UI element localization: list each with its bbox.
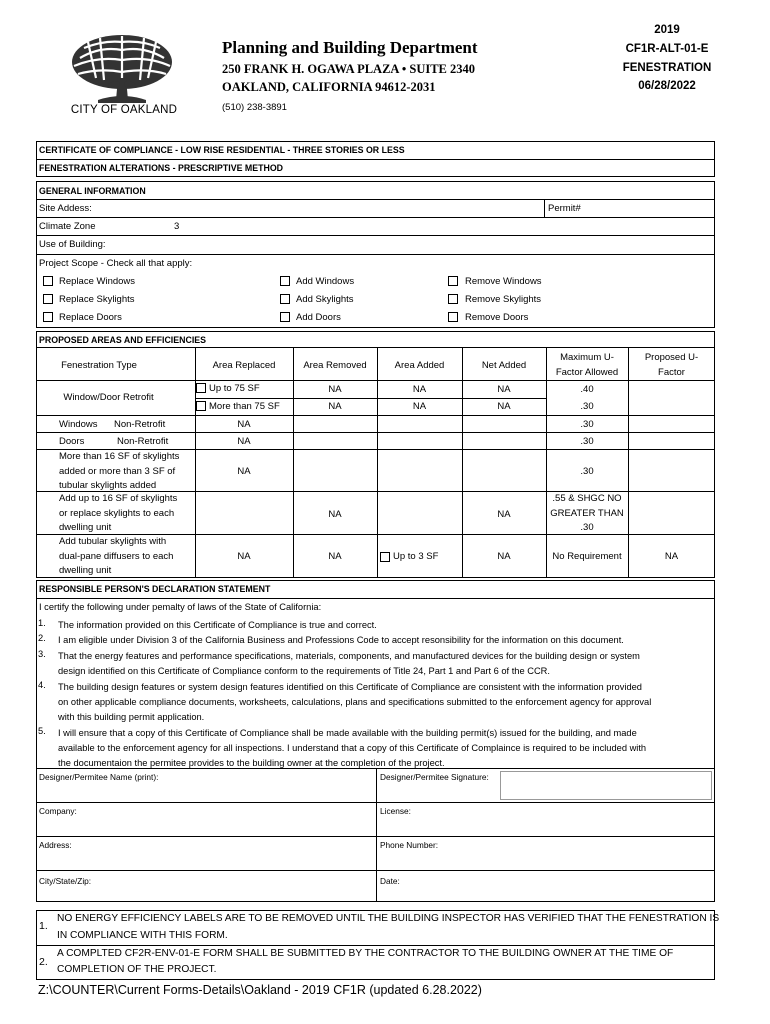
label-remove-windows: Remove Windows (465, 276, 542, 287)
oak-tree-icon (60, 28, 185, 108)
checkbox-up-to-75sf[interactable] (196, 383, 206, 393)
label-add-doors: Add Doors (296, 312, 341, 323)
use-of-building-label: Use of Building: (39, 239, 106, 250)
row6-removed: NA (328, 551, 342, 562)
row-doors-subtype: Non-Retrofit (117, 436, 169, 447)
company-label: Company: (39, 806, 77, 816)
note-2-line-1: A COMPLTED CF2R-ENV-01-E FORM SHALL BE SUBMITTED BY THE CONTRACTOR TO THE BUILDING OWNER AT THE TIME OF (57, 948, 674, 959)
row1b-net: NA (497, 401, 511, 412)
row1b-max-u: .30 (580, 401, 594, 412)
address-field[interactable] (39, 852, 373, 868)
checkbox-replace-windows[interactable] (43, 276, 53, 286)
decl-item-3-line-1: That the energy features and performance specifications, materials, components, and manufactured devices for the building design or system (58, 651, 640, 661)
label-add-skylights: Add Skylights (296, 294, 354, 305)
city-state-zip-field[interactable] (39, 886, 373, 900)
row1a-max-u: .40 (580, 384, 594, 395)
declaration-heading: RESPONSIBLE PERSON'S DECLARATION STATEMENT (39, 584, 271, 594)
row5-type-line-1: Add up to 16 SF of skylights (59, 493, 178, 504)
row-doors-type: Doors (59, 436, 85, 447)
row6-replaced: NA (237, 551, 251, 562)
col-area-replaced: Area Replaced (212, 360, 276, 371)
signature-field[interactable] (500, 771, 712, 800)
label-more-than-75sf: More than 75 SF (209, 401, 280, 412)
checkbox-add-windows[interactable] (280, 276, 290, 286)
designer-name-field[interactable] (39, 784, 373, 800)
note-2-line-2: COMPLETION OF THE PROJECT. (57, 964, 217, 975)
row4-proposed-field[interactable] (630, 451, 714, 489)
climate-zone-label: Climate Zone (39, 221, 96, 232)
form-year: 2019 (654, 24, 680, 36)
address-line-2: OAKLAND, CALIFORNIA 94612-2031 (222, 80, 436, 94)
title-line-2: FENESTRATION ALTERATIONS - PRESCRIPTIVE METHOD (39, 163, 284, 173)
row-windows-type: Windows (59, 419, 98, 430)
row4-max-u: .30 (580, 466, 594, 477)
row6-max-u: No Requirement (552, 551, 622, 562)
label-replace-skylights: Replace Skylights (59, 294, 135, 305)
col-proposed-u-factor-1: Proposed U- (644, 352, 699, 363)
row-windows-subtype: Non-Retrofit (114, 419, 166, 430)
row1b-added: NA (412, 401, 427, 412)
decl-item-4-line-3: with this building permit application. (58, 712, 205, 723)
checkbox-up-to-3sf[interactable] (380, 552, 390, 562)
checkbox-remove-windows[interactable] (448, 276, 458, 286)
decl-num-4: 4. (38, 680, 46, 690)
row4-type-line-3: tubular skylights added (59, 480, 157, 491)
row6-type-line-2: dual-pane diffusers to each (59, 551, 174, 562)
title-line-1: CERTIFICATE OF COMPLIANCE - LOW RISE RESIDENTIAL - THREE STORIES OR LESS (39, 145, 405, 155)
row2-replaced: NA (237, 419, 251, 430)
phone-number: (510) 238-3891 (222, 102, 287, 113)
form-type: FENESTRATION (622, 62, 712, 74)
row1a-added: NA (412, 384, 427, 395)
decl-item-4-line-2: on other applicable compliance documents, worksheets, calculations, plans and specifications submitted to the enforcement agency for approval (58, 697, 652, 708)
climate-zone-value[interactable]: 3 (174, 221, 180, 232)
permit-label: Permit# (548, 203, 581, 214)
permit-field[interactable] (590, 200, 712, 216)
col-area-removed: Area Removed (303, 360, 367, 371)
decl-num-1: 1. (38, 618, 46, 628)
note-2-num: 2. (39, 956, 48, 968)
city-seal-logo (60, 28, 185, 120)
note-1-num: 1. (39, 920, 48, 932)
general-info-heading: GENERAL INFORMATION (39, 186, 146, 196)
row5-type-line-3: dwelling unit (59, 522, 112, 533)
license-label: License: (380, 806, 411, 816)
checkbox-add-doors[interactable] (280, 312, 290, 322)
decl-item-5-line-2: available to the enforcement agency for all inspections. I understand that a copy of this Certificate of Complaince is required to be included with (58, 743, 647, 754)
form-date: 06/28/2022 (638, 80, 696, 92)
col-max-u-factor-2: Factor Allowed (555, 367, 619, 378)
row5-max-u-line-1: .55 & SHGC NO (552, 493, 622, 504)
row1a-removed: NA (328, 384, 342, 395)
row5-type-line-2: or replace skylights to each (59, 508, 175, 519)
row6-type-line-1: Add tubular skylights with (59, 536, 167, 547)
row1b-proposed-field[interactable] (630, 400, 714, 414)
label-add-windows: Add Windows (296, 276, 355, 287)
phone-field[interactable] (380, 852, 712, 868)
checkbox-remove-skylights[interactable] (448, 294, 458, 304)
row1a-proposed-field[interactable] (630, 382, 714, 397)
city-seal-label: CITY OF OAKLAND (70, 104, 178, 116)
note-1-line-2: IN COMPLIANCE WITH THIS FORM. (57, 930, 228, 941)
company-field[interactable] (39, 818, 373, 834)
decl-item-5-line-1: I will ensure that a copy of this Certificate of Compliance shall be made available with the building permit(s) issued for the building, and made (58, 728, 637, 738)
label-up-to-75sf: Up to 75 SF (209, 383, 260, 394)
col-max-u-factor-1: Maximum U- (560, 352, 614, 363)
decl-item-2-line-1: I am eligible under Division 3 of the California Business and Professions Code to accept resonsibility for the information on this document. (58, 635, 624, 645)
decl-item-3 (58, 649, 714, 679)
license-field[interactable] (380, 818, 712, 834)
signature-label: Designer/Permitee Signature: (380, 772, 489, 782)
label-up-to-3sf: Up to 3 SF (393, 551, 439, 562)
row1b-removed: NA (328, 401, 342, 412)
department-title: Planning and Building Department (222, 38, 478, 57)
address-label: Address: (39, 840, 72, 850)
decl-num-5: 5. (38, 726, 46, 736)
decl-num-3: 3. (38, 649, 46, 659)
form-code: CF1R-ALT-01-E (625, 43, 709, 55)
label-replace-doors: Replace Doors (59, 312, 122, 323)
label-remove-doors: Remove Doors (465, 312, 529, 323)
footer-file-path: Z:\COUNTER\Current Forms-Details\Oakland - 2019 CF1R (updated 6.28.2022) (38, 983, 482, 997)
row4-replaced: NA (237, 466, 251, 477)
decl-item-1 (58, 618, 714, 633)
decl-item-2 (58, 633, 714, 648)
row3-max-u: .30 (580, 436, 594, 447)
col-proposed-u-factor-2: Factor (658, 367, 685, 378)
row3-proposed-field[interactable] (630, 434, 714, 448)
city-state-zip-label: City/State/Zip: (39, 876, 92, 886)
col-net-added: Net Added (481, 360, 527, 371)
row5-removed: NA (328, 509, 342, 520)
decl-item-4 (58, 680, 714, 726)
row-window-door-retrofit-type: Window/Door Retrofit (63, 392, 154, 403)
row6-net: NA (497, 551, 511, 562)
decl-item-4-line-1: The building design features or system design features identified on this Certificate of Compliance are consistent with the information provided (58, 682, 642, 692)
decl-item-3-line-2: design identified on this Certificate of Compliance conform to the requirements of Title 24, Part 1 and Part 6 of the CCR. (58, 666, 550, 677)
site-address-field[interactable] (100, 200, 540, 216)
decl-item-1-line-1: The information provided on this Certificate of Compliance is true and correct. (58, 620, 377, 630)
col-fenestration-type: Fenestration Type (61, 360, 137, 371)
row4-type-line-1: More than 16 SF of skylights (59, 451, 180, 462)
designer-name-label: Designer/Permitee Name (print): (39, 772, 159, 782)
checkbox-add-skylights[interactable] (280, 294, 290, 304)
row2-proposed-field[interactable] (630, 417, 714, 431)
use-of-building-field[interactable] (112, 236, 712, 252)
row6-proposed: NA (664, 551, 679, 562)
row5-max-u-line-2: GREATER THAN (550, 508, 624, 519)
col-area-added: Area Added (394, 360, 445, 371)
declaration-intro: I certify the following under pemalty of laws of the State of California: (39, 602, 322, 612)
site-address-label: Site Addess: (39, 203, 92, 214)
row5-net: NA (497, 509, 511, 520)
address-line-1: 250 FRANK H. OGAWA PLAZA • SUITE 2340 (222, 62, 476, 76)
row6-type-line-3: dwelling unit (59, 565, 112, 576)
checkbox-remove-doors[interactable] (448, 312, 458, 322)
decl-num-2: 2. (38, 633, 46, 643)
row5-max-u-line-3: .30 (580, 522, 594, 533)
label-replace-windows: Replace Windows (59, 276, 136, 287)
checkbox-replace-doors[interactable] (43, 312, 53, 322)
row4-type-line-2: added or more than 3 SF of (59, 466, 176, 477)
project-scope-label: Project Scope - Check all that apply: (39, 258, 193, 269)
row1a-net: NA (497, 384, 511, 395)
note-1-line-1: NO ENERGY EFFICIENCY LABELS ARE TO BE REMOVED UNTIL THE BUILDING INSPECTOR HAS VERIFIED THAT THE FENESTRATION IS (57, 913, 720, 924)
row5-proposed-field[interactable] (630, 493, 714, 533)
phone-label: Phone Number: (380, 840, 439, 850)
row2-max-u: .30 (580, 419, 594, 430)
checkbox-more-than-75sf[interactable] (196, 401, 206, 411)
decl-item-5-line-3: the documentaion the permitee provides to the building owner at the completion of the project. (58, 758, 445, 769)
date-field[interactable] (380, 886, 712, 900)
proposed-areas-heading: PROPOSED AREAS AND EFFICIENCIES (39, 335, 206, 345)
decl-item-5 (58, 726, 714, 772)
checkbox-replace-skylights[interactable] (43, 294, 53, 304)
label-remove-skylights: Remove Skylights (465, 294, 542, 305)
row3-replaced: NA (237, 436, 251, 447)
date-label: Date: (380, 876, 400, 886)
